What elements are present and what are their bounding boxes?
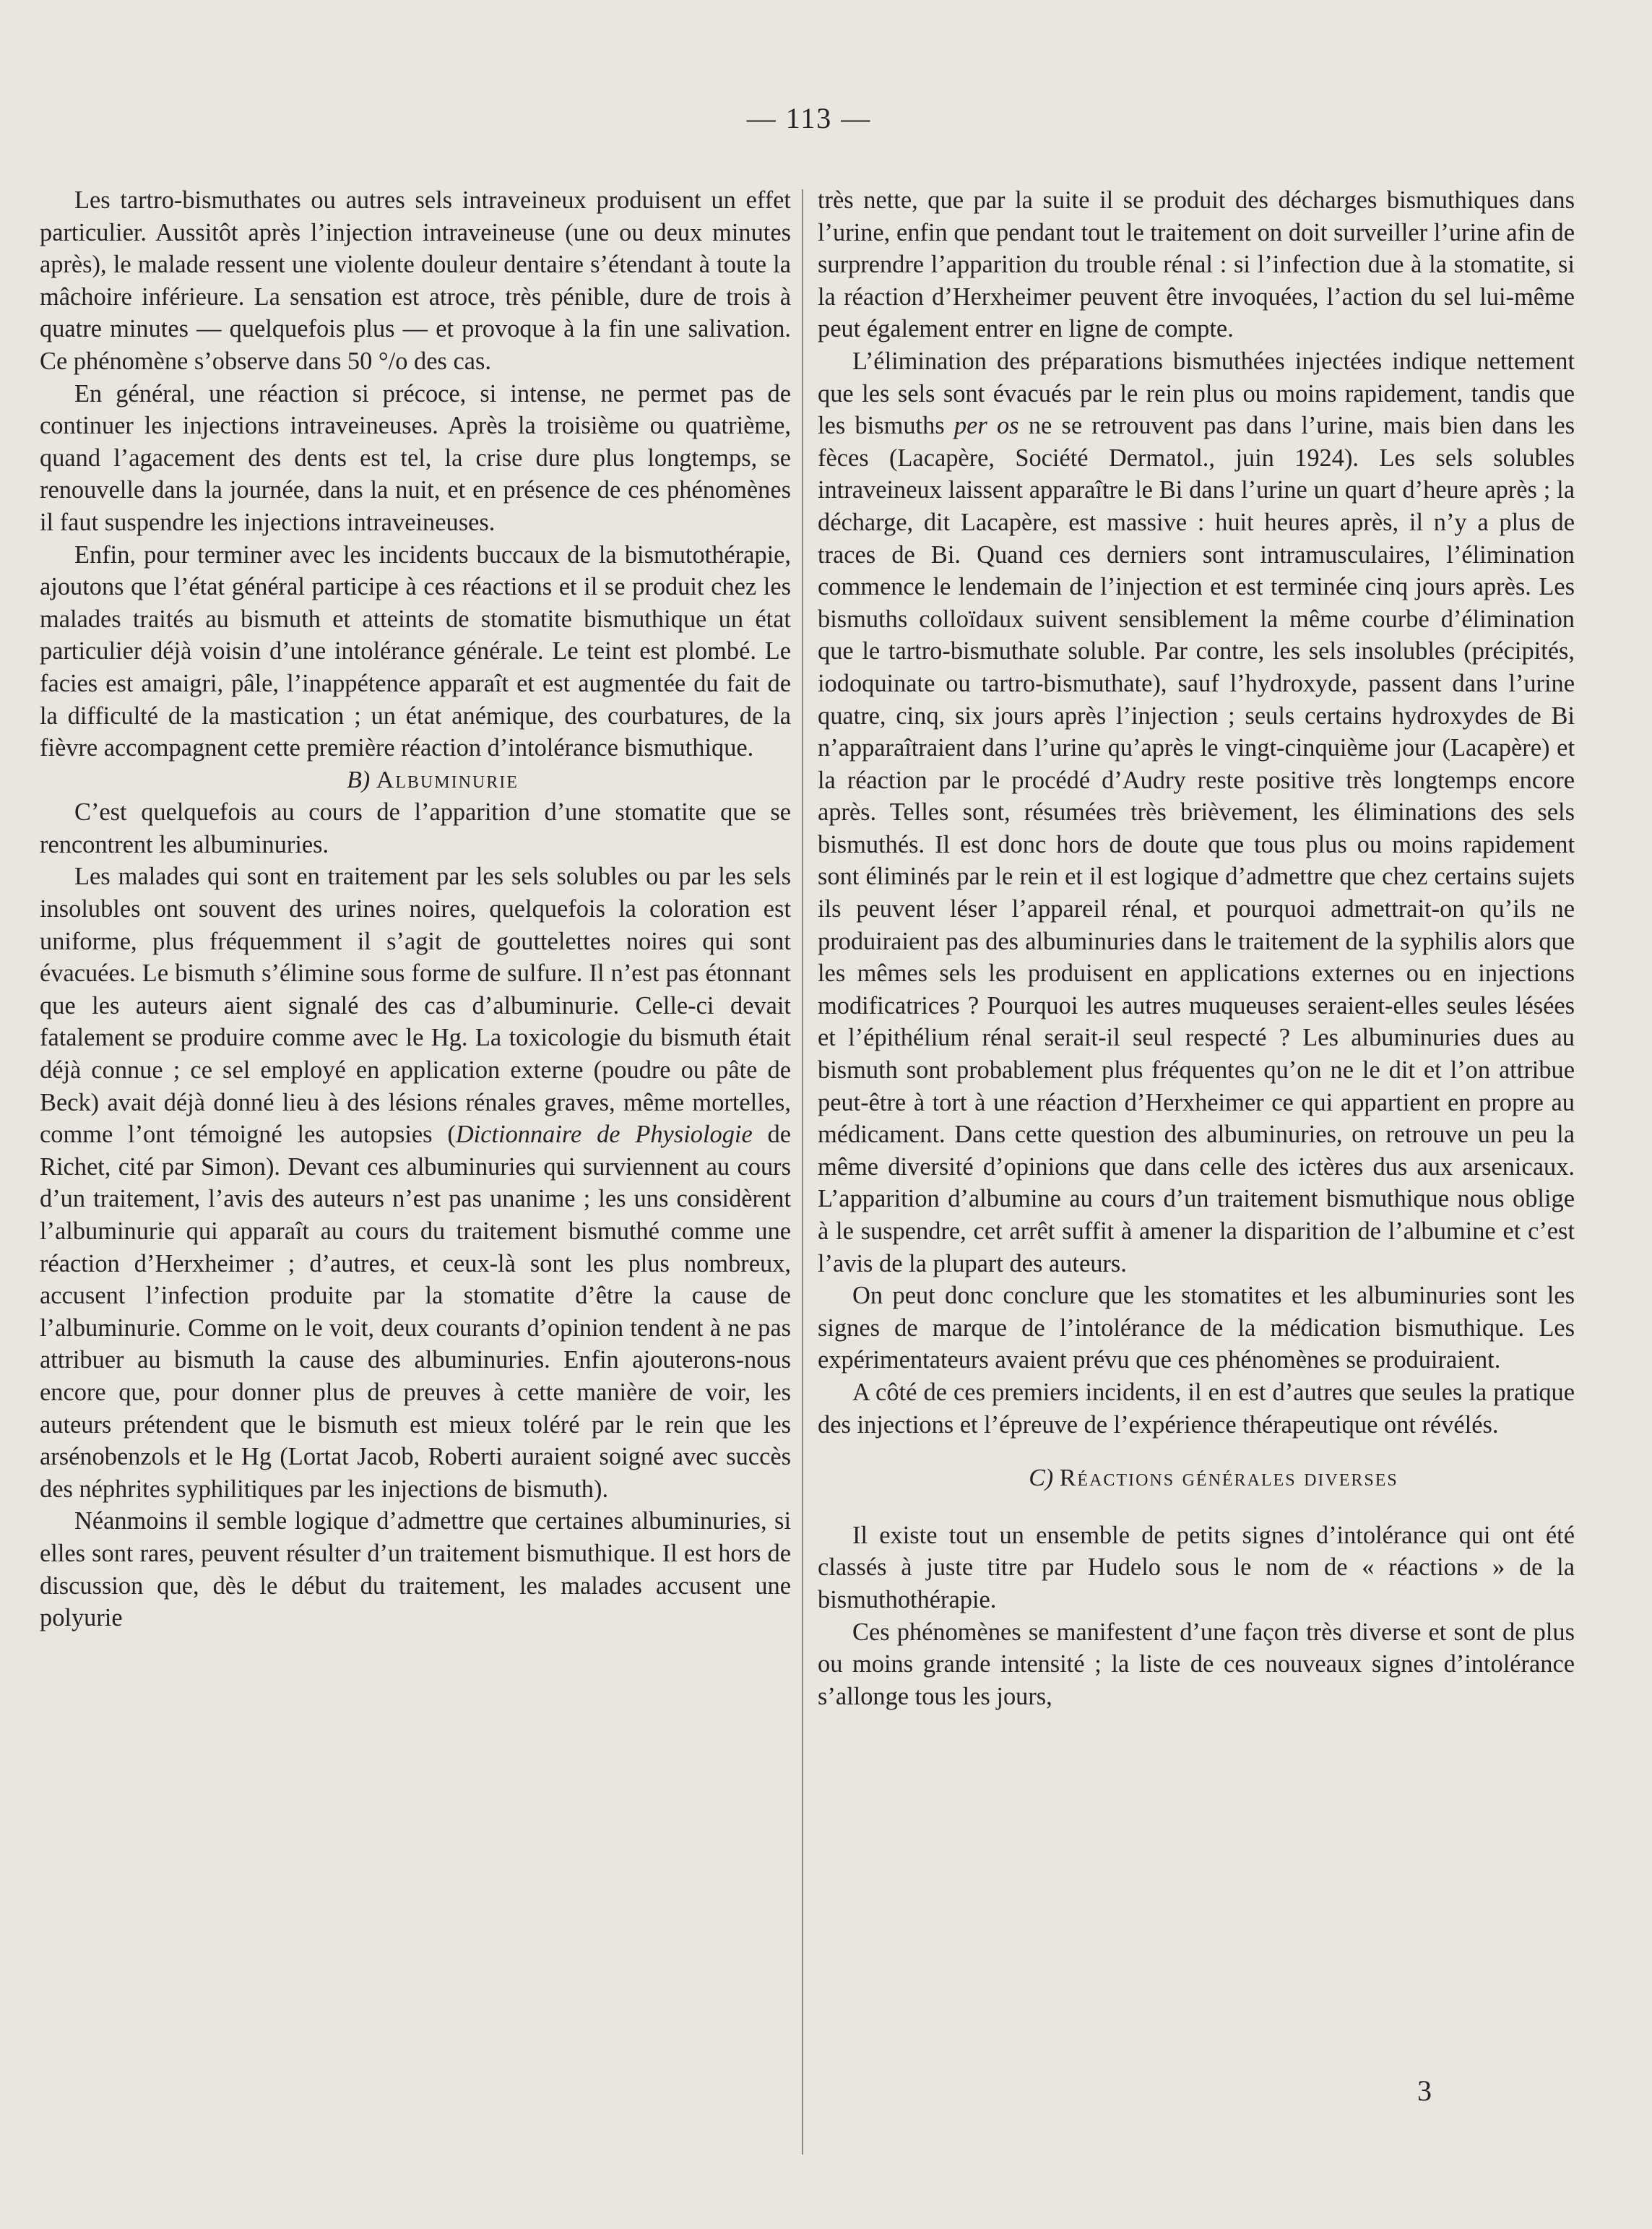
paragraph: Il existe tout un ensemble de petits signes d’intolérance qui ont été classés à juste titre par Hudelo sous le nom de « réactions » de la bismuthothérapie. [818, 1521, 1575, 1613]
italic-citation: Dictionnaire de Physiologie [455, 1121, 753, 1149]
paragraph: On peut donc conclure que les stomatites et les albuminuries sont les signes de marque de l’intolérance de la médication bismuthique. Les expérimentateurs avaient prévu que ces phénomènes se produiraient. [818, 1282, 1575, 1374]
section-heading-c [818, 1462, 1575, 1495]
page-number: — 113 — [746, 102, 872, 134]
right-column [818, 184, 1575, 1712]
paragraph: Ces phénomènes se manifestent d’une façon très diverse et sont de plus ou moins grande intensité ; la liste de ces nouveaux signes d’intolérance s’allonge tous les jours, [818, 1618, 1575, 1710]
section-letter: C) [1029, 1465, 1054, 1492]
paragraph-text: Les malades qui sont en traitement par les sels solubles ou par les sels insolubles ont souvent des urines noires, quelquefois la coloration est uniforme, plus fréquemment il s’agit de gouttelettes noires qui sont évacuées. Le bismuth s’élimine sous forme de sulfure. Il n’est pas étonnant que les auteurs aient signalé des cas d’albuminurie. Celle-ci devait fatalement se produire comme avec le Hg. La toxicologie du bismuth était déjà connue ; ce sel employé en application externe (poudre ou pâte de Beck) avait déjà donné lieu à des lésions rénales graves, même mortelles, comme l’ont témoigné les autopsies ( [40, 863, 791, 1149]
left-column [40, 184, 791, 1634]
paragraph-text: de Richet, cité par Simon). Devant ces albuminuries qui surviennent au cours d’un traitement, l’avis des auteurs n’est pas unanime ; les uns considèrent l’albuminurie qui apparaît au cours du traitement bismuthé comme une réaction d’Herxheimer ; d’autres, et ceux-là sont les plus nombreux, accusent l’infection produite par la stomatite d’être la cause de l’albuminurie. Comme on le voit, deux courants d’opinion tendent à ne pas attribuer au bismuth la cause des albuminuries. Enfin ajouterons-nous encore que, pour donner plus de preuves à cette manière de voir, les auteurs prétendent que le bismuth est mieux toléré par le rein que les arsénobenzols et le Hg (Lortat Jacob, Roberti auraient soigné avec succès des néphrites syphilitiques par les injections de bismuth). [40, 1121, 791, 1503]
section-title: Albuminurie [376, 766, 519, 793]
paragraph-text: ne se retrouvent pas dans l’urine, mais bien dans les fèces (Lacapère, Société Dermatol., juin 1924). Les sels solubles intraveineux laissent apparaître le Bi dans l’urine un quart d’heure après ; la décharge, dit Lacapère, est massive : huit heures après, il n’y a plus de traces de Bi. Quand ces derniers sont intramusculaires, l’élimination commence le lendemain de l’injection et est terminée cinq jours après. Les bismuths colloïdaux suivent sensiblement la même courbe d’élimination que le tartro-bismuthate soluble. Par contre, les sels insolubles (précipités, iodoquinate ou tartro-bismuthate), sauf l’hydroxyde, passent dans l’urine quatre, cinq, six jours après l’injection ; seuls certains hydroxydes de Bi n’apparaîtraient dans l’urine qu’après le vingt-cinquième jour (Lacapère) et la réaction par le procédé d’Audry reste positive très longtemps encore après. Telles sont, résumées très brièvement, les éliminations des sels bismuthés. Il est donc hors de doute que tous plus ou moins rapidement sont éliminés par le rein et il est logique d’admettre que chez certains sujets ils peuvent léser l’appareil rénal, et pourquoi admettrait-on qu’ils ne produiraient pas des albuminuries dans le traitement de la syphilis alors que les mêmes sels les produisent en applications externes ou en injections modificatrices ? Pourquoi les autres muqueuses seraient-elles seules lésées et l’épithélium rénal serait-il seul respecté ? Les albuminuries dues au bismuth sont probablement plus fréquentes qu’on ne le dit et l’on attribue peut-être à tort à une réaction d’Herxheimer ce qui appartient en propre au médicament. Dans cette question des albuminuries, on retrouve un peu la même diversité d’opinions que dans celle des ictères dus aux arsenicaux. L’apparition d’albumine au cours d’un traitement bismuthique nous oblige à le suspendre, cet arrêt suffit à amener la disparition de l’albumine et c’est l’avis de la plupart des auteurs. [818, 412, 1575, 1277]
column-divider [802, 189, 803, 2155]
paragraph [818, 345, 1575, 1280]
paragraph-continued: très nette, que par la suite il se produit des décharges bismuthiques dans l’urine, enfin que pendant tout le traitement on doit surveiller l’urine afin de surprendre l’apparition du trouble rénal : si l’infection due à la stomatite, si la réaction d’Herxheimer peuvent être invoquées, l’action du sel lui-même peut également entrer en ligne de compte. [818, 186, 1575, 343]
paragraph: Les tartro-bismuthates ou autres sels intraveineux produisent un effet particulier. Aussitôt après l’injection intraveineuse (une ou deux minutes après), le malade ressent une violente douleur dentaire s’étendant à toute la mâchoire inférieure. La sensation est atroce, très pénible, dure de trois à quatre minutes — quelquefois plus — et provoque à la fin une salivation. Ce phénomène s’observe dans 50 °/o des cas. [40, 186, 791, 375]
section-title: Réactions générales diverses [1059, 1465, 1398, 1492]
italic-term: per os [953, 412, 1019, 440]
signature-mark: 3 [1417, 2074, 1432, 2107]
section-heading-b [40, 764, 791, 797]
paragraph: A côté de ces premiers incidents, il en est d’autres que seules la pratique des injections et l’épreuve de l’expérience thérapeutique ont révélés. [818, 1378, 1575, 1439]
section-letter: B) [347, 766, 371, 793]
paragraph: C’est quelquefois au cours de l’apparition d’une stomatite que se rencontrent les albuminuries. [40, 798, 791, 858]
paragraph: Néanmoins il semble logique d’admettre que certaines albuminuries, si elles sont rares, peuvent résulter d’un traitement bismuthique. Il est hors de discussion que, dès le début du traitement, les malades accusent une polyurie [40, 1507, 791, 1632]
paragraph: En général, une réaction si précoce, si intense, ne permet pas de continuer les injections intraveineuses. Après la troisième ou quatrième, quand l’agacement des dents est tel, la crise dure plus longtemps, se renouvelle dans la journée, dans la nuit, et en présence de ces phénomènes il faut suspendre les injections intraveineuses. [40, 379, 791, 536]
paragraph-text: L’élimination des préparations bismuthées injectées indique nettement que les sels sont évacués par le rein plus ou moins rapidement, tandis que les bismuths [818, 347, 1575, 440]
paragraph [40, 861, 791, 1505]
paragraph: Enfin, pour terminer avec les incidents buccaux de la bismutothérapie, ajoutons que l’état général participe à ces réactions et il se produit chez les malades traités au bismuth et atteints de stomatite bismuthique un état particulier déjà voisin d’une intolérance générale. Le teint est plombé. Le facies est amaigri, pâle, l’inappétence apparaît et est augmentée du fait de la difficulté de la mastication ; un état anémique, des courbatures, de la fièvre accompagnent cette première réaction d’intolérance bismuthique. [40, 540, 791, 762]
